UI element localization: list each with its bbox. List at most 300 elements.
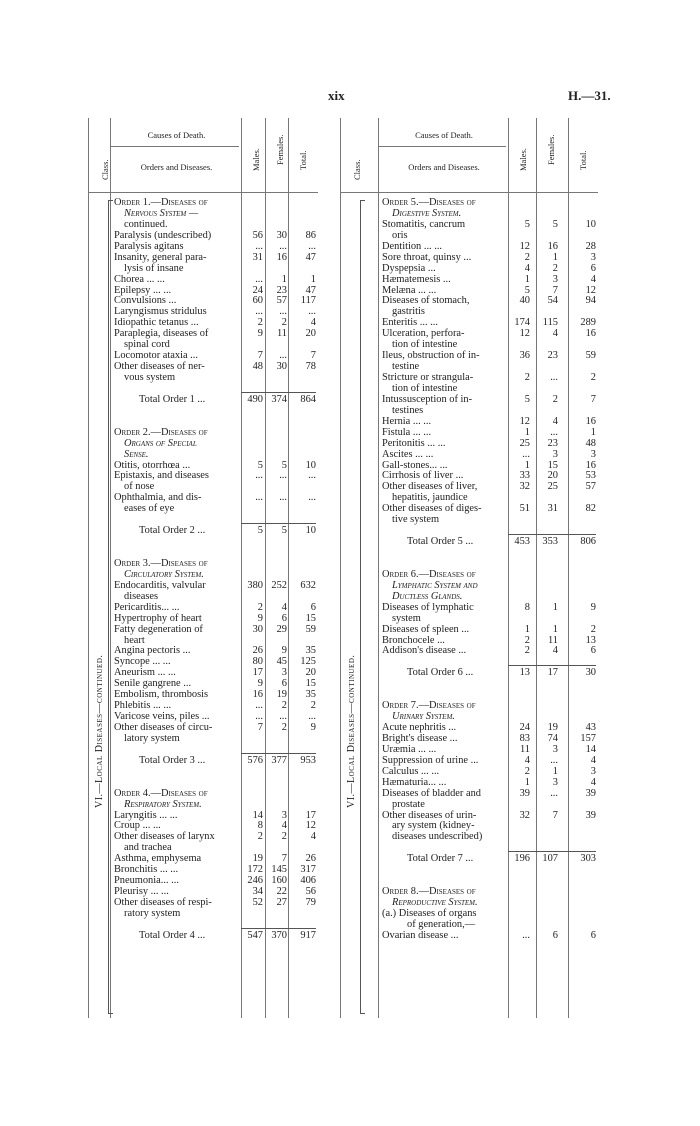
males-value: 1 [524, 273, 530, 285]
disease-name: Paralysis (undescribed) [114, 229, 212, 241]
table-row [382, 625, 596, 636]
table-row [382, 679, 596, 690]
table-row [382, 603, 596, 614]
disease-name: latory system [124, 732, 180, 744]
males-value: 8 [524, 601, 530, 613]
table-row [114, 909, 316, 920]
disease-name: Sense. [124, 448, 149, 460]
total-value: 16 [585, 459, 596, 471]
total-value: 78 [305, 361, 316, 373]
total-value: 864 [300, 393, 316, 405]
disease-name: Reproductive System. [392, 897, 478, 908]
disease-name: Epilepsy ... ... [114, 284, 172, 296]
females-value: ... [279, 470, 287, 482]
males-value: 31 [252, 251, 263, 263]
class-label: VI.—Local Diseases—continued. [94, 654, 105, 808]
total-value: 15 [305, 678, 316, 690]
total-rule [241, 523, 316, 524]
total-value: 12 [305, 820, 316, 832]
females-value: 1 [281, 273, 287, 285]
disease-name: Fatty degeneration of [114, 623, 203, 635]
males-value: 26 [252, 645, 263, 657]
females-value: 1 [552, 251, 558, 263]
disease-name: Epistaxis, and diseases [114, 470, 209, 482]
disease-name: Hypertrophy of heart [114, 612, 202, 624]
males-value: 2 [524, 251, 530, 263]
total-value: 43 [585, 722, 596, 733]
total-value: 26 [305, 853, 316, 865]
disease-name: Order 8.—Diseases of [382, 886, 476, 898]
total-header: Total. [578, 150, 588, 170]
males-value: 48 [252, 361, 263, 373]
table-row [382, 450, 596, 461]
disease-name: spinal cord [124, 339, 170, 351]
females-value: 2 [552, 262, 558, 274]
females-value: 6 [552, 929, 558, 941]
disease-name: Organs of Special [124, 437, 197, 449]
total-value: 6 [310, 601, 316, 613]
total-value: 53 [585, 470, 596, 482]
disease-name: Diseases of stomach, [382, 295, 470, 307]
males-value: 19 [252, 853, 263, 865]
disease-name: testine [392, 361, 420, 373]
females-value: ... [550, 426, 558, 438]
males-value: 2 [524, 634, 530, 646]
females-value: 54 [547, 295, 558, 307]
females-value: 16 [276, 251, 287, 263]
class-brace [360, 200, 365, 1014]
page-reference: H.—31. [568, 88, 611, 103]
females-value: 23 [547, 350, 558, 362]
disease-name: Intussusception of in- [382, 393, 473, 405]
males-value: 32 [519, 809, 530, 821]
total-value: 4 [590, 776, 596, 788]
disease-name: Angina pectoris ... [114, 645, 191, 657]
table-row [114, 778, 316, 789]
total-value: 303 [580, 853, 596, 865]
females-value: 5 [281, 459, 287, 471]
total-value: 6 [590, 929, 596, 941]
males-value: 12 [519, 240, 530, 252]
table-row [114, 603, 316, 614]
total-value: 806 [580, 536, 596, 548]
females-value: 107 [542, 853, 558, 865]
table-row [114, 275, 316, 286]
total-value: 1 [590, 426, 596, 438]
disease-name: Ductless Glands. [392, 590, 463, 602]
total-value: 117 [300, 295, 316, 307]
females-value: 4 [281, 601, 287, 613]
males-value: 13 [519, 667, 530, 679]
table-row [382, 800, 596, 811]
males-value: 30 [252, 623, 263, 635]
table-row [382, 515, 596, 526]
total-rule [241, 928, 316, 929]
disease-name: Order 7.—Diseases of [382, 700, 476, 712]
females-value: 27 [276, 897, 287, 908]
males-value: 24 [519, 722, 530, 733]
males-value: 7 [257, 722, 263, 733]
disease-name: Bronchocele ... [382, 634, 445, 646]
total-value: 2 [310, 700, 316, 712]
total-value: 16 [585, 328, 596, 340]
total-value: 7 [310, 350, 316, 362]
disease-name: system [392, 612, 421, 624]
total-row [114, 931, 316, 942]
table-row [382, 865, 596, 876]
disease-name: Order 3.—Diseases of [114, 557, 208, 569]
males-value: ... [255, 700, 263, 712]
total-value: 10 [585, 218, 596, 230]
total-value: 9 [310, 722, 316, 733]
disease-name: hepatitis, jaundice [392, 492, 468, 504]
total-value: ... [308, 306, 316, 318]
total-value: 15 [305, 612, 316, 624]
total-rule [508, 534, 596, 535]
females-value: ... [279, 492, 287, 504]
disease-name: Pleurisy ... ... [114, 886, 169, 898]
page-header [0, 88, 700, 108]
males-value: 36 [519, 350, 530, 362]
males-value: 2 [257, 317, 263, 329]
table-row [382, 789, 596, 800]
table-row [382, 439, 596, 450]
males-value: 34 [252, 886, 263, 898]
total-value: 3 [590, 251, 596, 263]
disease-name: Diseases of bladder and [382, 787, 481, 799]
males-value: 246 [247, 875, 263, 887]
females-value: 4 [552, 415, 558, 427]
disease-name: Laryngismus stridulus [114, 306, 207, 318]
males-value: 5 [524, 393, 530, 405]
males-value: 4 [524, 262, 530, 274]
males-value: 2 [257, 601, 263, 613]
disease-name: testines [392, 404, 424, 416]
disease-name: Fistula ... ... [382, 426, 432, 438]
table-row [114, 734, 316, 745]
males-value: 5 [524, 218, 530, 230]
table-row [114, 767, 316, 778]
females-value: 1 [552, 623, 558, 635]
disease-name: Order 4.—Diseases of [114, 787, 208, 799]
total-value: 86 [305, 229, 316, 241]
total-value: 28 [585, 240, 596, 252]
females-value: 57 [276, 295, 287, 307]
total-row [114, 395, 316, 406]
disease-name: continued. [124, 218, 168, 230]
total-value: 1 [310, 273, 316, 285]
total-value: 3 [590, 765, 596, 777]
males-value: 547 [247, 929, 263, 941]
males-value: 60 [252, 295, 263, 307]
females-value: 2 [281, 317, 287, 329]
total-value: 14 [585, 743, 596, 755]
total-value: 6 [590, 262, 596, 274]
disease-name: Pneumonia... ... [114, 875, 179, 887]
disease-name: of nose [124, 481, 155, 493]
total-value: 157 [580, 732, 596, 744]
females-value: 11 [547, 634, 558, 646]
total-rule [508, 851, 596, 852]
disease-name: oris [392, 229, 408, 241]
disease-name: Dentition ... ... [382, 240, 443, 252]
females-value: 353 [542, 536, 558, 548]
disease-name: Other diseases of liver, [382, 481, 478, 493]
disease-name: Phlebitis ... ... [114, 700, 172, 712]
class-label: VI.—Local Diseases—continued. [346, 654, 357, 808]
class-header: Class. [100, 159, 110, 181]
disease-name: Order 1.—Diseases of [114, 197, 208, 208]
total-value: ... [308, 470, 316, 482]
total-value: 17 [305, 809, 316, 821]
females-value: 4 [552, 645, 558, 657]
females-value: 6 [281, 678, 287, 690]
disease-name: Digestive System. [392, 207, 462, 219]
females-value: 3 [552, 776, 558, 788]
males-value: ... [255, 240, 263, 252]
females-value: 3 [552, 743, 558, 755]
females-value: 7 [281, 853, 287, 865]
males-value: 9 [257, 328, 263, 340]
disease-name: Convulsions ... [114, 295, 177, 307]
females-value: 30 [276, 229, 287, 241]
total-value: 39 [585, 809, 596, 821]
order-heading-row [114, 789, 316, 800]
females-value: 3 [552, 273, 558, 285]
disease-name: Total Order 2 ... [139, 525, 206, 537]
total-value: 7 [590, 393, 596, 405]
disease-name: Sore throat, quinsy ... [382, 251, 472, 263]
females-value: 377 [271, 754, 287, 766]
disease-name: Laryngitis ... ... [114, 809, 178, 821]
males-value: ... [255, 470, 263, 482]
disease-name: Varicose veins, piles ... [114, 711, 210, 723]
males-value: 12 [519, 415, 530, 427]
males-value: 51 [519, 503, 530, 515]
disease-name: Total Order 1 ... [139, 393, 206, 405]
disease-name: Enteritis ... ... [382, 317, 438, 329]
males-value: 80 [252, 656, 263, 668]
disease-name: heart [124, 634, 145, 646]
males-value: 11 [519, 743, 530, 755]
females-value: 20 [547, 470, 558, 482]
disease-name: Urinary System. [392, 711, 455, 723]
page-number: xix [328, 88, 345, 103]
total-header: Total. [298, 150, 308, 170]
table-row [114, 406, 316, 417]
disease-name: Gall-stones... ... [382, 459, 448, 471]
total-value: 125 [300, 656, 316, 668]
females-value: ... [279, 240, 287, 252]
total-value: 2 [590, 623, 596, 635]
females-value: 2 [281, 700, 287, 712]
total-value: 35 [305, 689, 316, 701]
males-value: 5 [524, 284, 530, 296]
orders-header: Orders and Diseases. [408, 162, 480, 172]
total-value: 4 [310, 831, 316, 843]
males-value: 12 [519, 328, 530, 340]
column-rule [340, 118, 341, 1018]
total-rule [241, 392, 316, 393]
females-header: Females. [275, 134, 285, 166]
females-value: 2 [281, 722, 287, 733]
females-value: ... [550, 372, 558, 383]
disease-name: Diseases of spleen ... [382, 623, 470, 635]
females-value: 29 [276, 623, 287, 635]
total-value: 4 [590, 273, 596, 285]
total-value: 289 [580, 317, 596, 329]
table-body [114, 198, 316, 942]
females-value: 252 [271, 579, 287, 591]
males-value: ... [255, 492, 263, 504]
disease-name: Paraplegia, diseases of [114, 328, 209, 340]
disease-name: Circulatory System. [124, 568, 204, 580]
total-value: 47 [305, 284, 316, 296]
order-heading-row [114, 428, 316, 439]
orders-header: Orders and Diseases. [140, 162, 213, 172]
males-value: 33 [519, 470, 530, 482]
table-row [382, 264, 596, 275]
females-value: 145 [271, 864, 287, 876]
females-value: 74 [547, 732, 558, 744]
disease-name: Total Order 5 ... [407, 536, 474, 548]
disease-name: Embolism, thrombosis [114, 689, 209, 701]
females-value: 19 [547, 722, 558, 733]
total-value: 9 [590, 601, 596, 613]
class-header: Class. [352, 159, 362, 181]
females-value: 19 [276, 689, 287, 701]
total-value: 94 [585, 295, 596, 307]
total-value: 35 [305, 645, 316, 657]
disease-name: Nervous System — [124, 207, 199, 219]
males-value: 8 [257, 820, 263, 832]
order-heading-row [114, 450, 316, 461]
males-value: ... [255, 711, 263, 723]
females-value: 7 [552, 284, 558, 296]
disease-name: Stricture or strangula- [382, 372, 474, 383]
column-rule [88, 118, 89, 1018]
table-row [382, 832, 596, 843]
males-value: 17 [252, 667, 263, 679]
males-value: 172 [247, 864, 263, 876]
disease-name: Ovarian disease ... [382, 929, 459, 941]
disease-name: Dyspepsia ... [382, 262, 436, 274]
females-value: 374 [271, 393, 287, 405]
males-value: 40 [519, 295, 530, 307]
disease-name: ary system (kidney- [392, 820, 475, 832]
males-value: ... [522, 929, 530, 941]
males-value: 2 [524, 645, 530, 657]
females-value: 15 [547, 459, 558, 471]
disease-name: Other diseases of circu- [114, 722, 213, 733]
females-value: ... [550, 787, 558, 799]
table-body [382, 198, 596, 942]
disease-name: Insanity, general para- [114, 251, 207, 263]
header-rule [378, 146, 506, 147]
table-row [114, 253, 316, 264]
disease-name: gastritis [392, 306, 425, 318]
disease-name: Ulceration, perfora- [382, 328, 465, 340]
table-row [382, 931, 596, 942]
disease-name: Locomotor ataxia ... [114, 350, 198, 362]
causes-header: Causes of Death. [415, 130, 473, 140]
males-value: 2 [524, 765, 530, 777]
disease-name: Pericarditis... ... [114, 601, 180, 613]
females-value: 3 [281, 667, 287, 679]
disease-name: Bronchitis ... ... [114, 864, 179, 876]
disease-name: Hæmatemesis ... [382, 273, 451, 285]
total-value: 16 [585, 415, 596, 427]
disease-name: Respiratory System. [124, 798, 202, 810]
females-value: 370 [271, 929, 287, 941]
table-row [114, 614, 316, 625]
males-value: 32 [519, 481, 530, 493]
table-row [382, 778, 596, 789]
females-value: 9 [281, 645, 287, 657]
disease-name: Uræmia ... ... [382, 743, 437, 755]
males-value: 16 [252, 689, 263, 701]
males-value: ... [522, 448, 530, 460]
males-value: 5 [257, 525, 263, 537]
females-value: 4 [281, 820, 287, 832]
males-value: 52 [252, 897, 263, 908]
disease-name: Aneurism ... ... [114, 667, 176, 679]
males-value: 7 [257, 350, 263, 362]
table-row [382, 614, 596, 625]
disease-name: Order 2.—Diseases of [114, 426, 208, 438]
disease-name: Suppression of urine ... [382, 754, 479, 766]
males-header: Males. [251, 148, 261, 172]
disease-name: Melæna ... ... [382, 284, 437, 296]
males-value: 56 [252, 229, 263, 241]
females-value: 115 [542, 317, 558, 329]
total-value: 39 [585, 787, 596, 799]
females-value: 5 [281, 525, 287, 537]
disease-name: Paralysis agitans [114, 240, 184, 252]
total-value: 20 [305, 667, 316, 679]
total-value: 953 [300, 754, 316, 766]
total-value: 4 [310, 317, 316, 329]
order-heading-row [114, 800, 316, 811]
females-value: ... [279, 306, 287, 318]
total-value: ... [308, 711, 316, 723]
disease-name: Peritonitis ... ... [382, 437, 446, 449]
females-value: ... [279, 711, 287, 723]
total-value: 917 [300, 929, 316, 941]
females-value: 23 [547, 437, 558, 449]
total-value: 4 [590, 754, 596, 766]
males-value: 453 [514, 536, 530, 548]
disease-name: Other diseases of diges- [382, 503, 482, 515]
females-value: 160 [271, 875, 287, 887]
disease-name: Acute nephritis ... [382, 722, 457, 733]
females-value: 6 [281, 612, 287, 624]
table-row [114, 625, 316, 636]
males-value: 83 [519, 732, 530, 744]
disease-name: Addison's disease ... [382, 645, 467, 657]
total-value: 632 [300, 579, 316, 591]
females-value: 3 [552, 448, 558, 460]
table-row [382, 646, 596, 657]
males-value: 9 [257, 678, 263, 690]
females-value: 11 [276, 328, 287, 340]
disease-name: Endocarditis, valvular [114, 579, 206, 591]
females-header: Females. [546, 134, 556, 166]
disease-name: Order 5.—Diseases of [382, 197, 476, 208]
table-row [114, 537, 316, 548]
total-row [114, 756, 316, 767]
males-value: 14 [252, 809, 263, 821]
